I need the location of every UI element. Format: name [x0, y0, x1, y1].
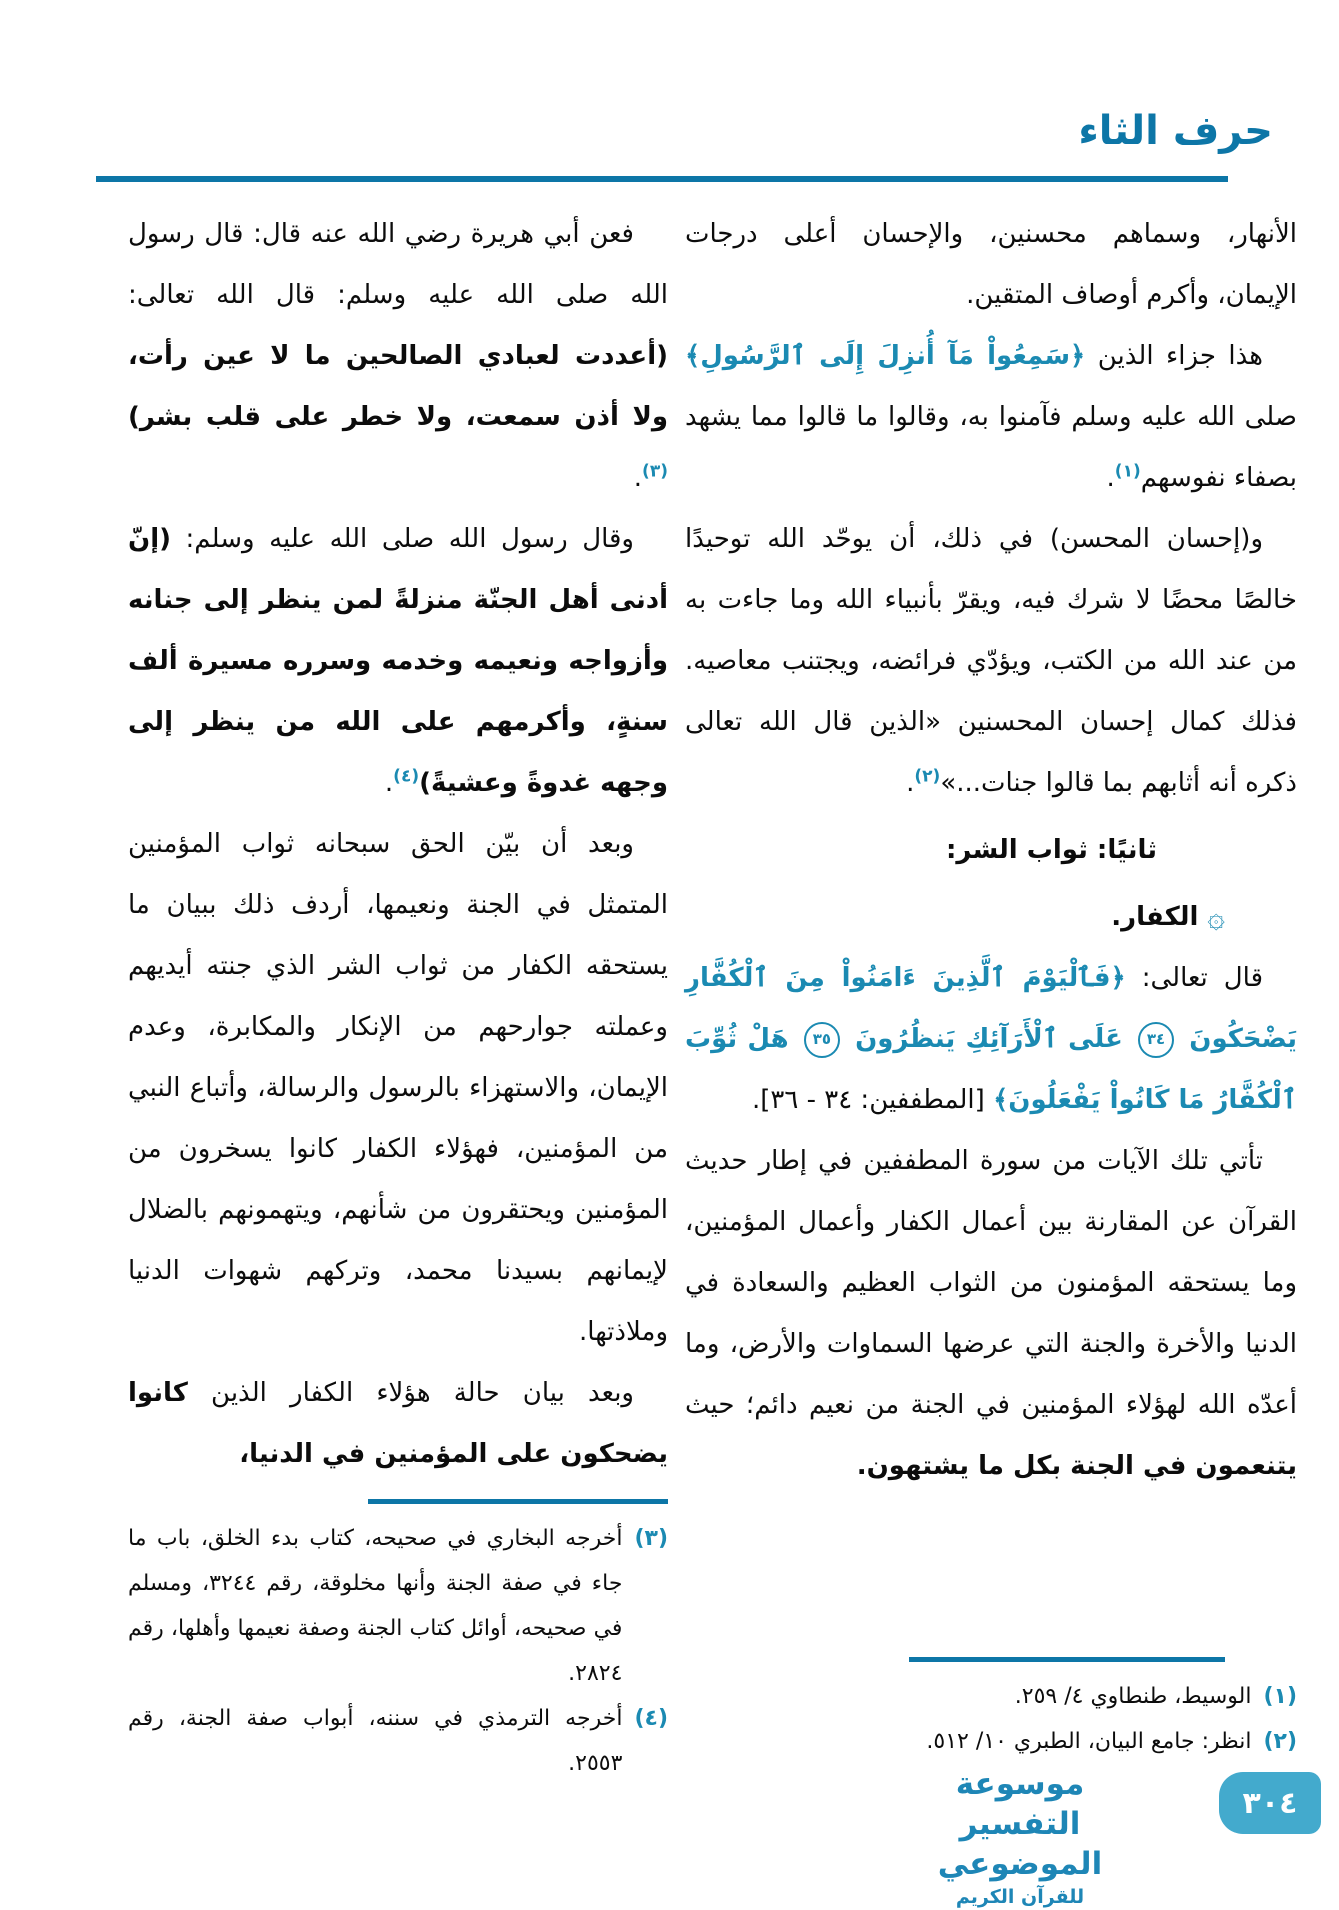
logo-subtitle: للقرآن الكريم	[955, 1886, 1085, 1908]
footnote-list	[685, 1674, 1297, 1764]
right-column-body	[685, 204, 1297, 1497]
footnote-text: انظر: جامع البيان، الطبري ١٠/ ٥١٢.	[926, 1729, 1252, 1754]
paragraph	[685, 326, 1297, 509]
section-heading	[685, 820, 1297, 881]
header-rule	[96, 176, 1228, 182]
body-text: قال تعالى:	[1125, 963, 1264, 993]
footnote-marker: (٢)	[1263, 1729, 1297, 1754]
left-column	[128, 204, 668, 1786]
paragraph	[128, 1363, 668, 1485]
footnote-text: أخرجه الترمذي في سننه، أبواب صفة الجنة، رقم ٢٥٥٣.	[128, 1706, 623, 1776]
body-text: .	[906, 768, 915, 798]
footnote-marker: (١)	[1263, 1684, 1297, 1709]
left-column-body	[128, 204, 668, 1485]
ayah-number-medallion: ٣٥	[804, 1022, 840, 1058]
publisher-logo	[890, 1764, 1150, 1910]
body-text: .	[384, 768, 394, 798]
bold-text: كانوا يضحكون على المؤمنين في الدنيا،	[128, 1378, 668, 1469]
footnote-item	[685, 1674, 1297, 1719]
footnote-list	[128, 1516, 668, 1786]
paragraph	[128, 204, 668, 509]
body-text: .	[1106, 463, 1115, 493]
ayah-number-medallion: ٣٤	[1138, 1022, 1174, 1058]
footnote-separator	[368, 1499, 668, 1504]
chapter-header: حرف الثاء	[1078, 108, 1273, 154]
paragraph	[128, 814, 668, 1363]
body-text: الأنهار، وسماهم محسنين، والإحسان أعلى درجات الإيمان، وأكرم أوصاف المتقين.	[685, 219, 1297, 310]
right-column	[685, 204, 1297, 1764]
paragraph	[685, 204, 1297, 326]
body-text: تأتي تلك الآيات من سورة المطففين في إطار حديث القرآن عن المقارنة بين أعمال الكفار وأعمال المؤمنين، وما يستحقه المؤمنون من الثواب العظيم والسعادة في الدنيا والأخرة والجنة التي عرضها السماوات والأرض، وما أعدّه الله لهؤلاء المؤمنين في الجنة من نعيم دائم؛ حيث	[685, 1146, 1297, 1420]
body-text: .	[633, 463, 643, 493]
footnote-separator	[909, 1657, 1225, 1662]
paragraph	[685, 887, 1297, 948]
body-text: وقال رسول الله صلى الله عليه وسلم:	[171, 524, 634, 554]
body-text: صلى الله عليه وسلم فآمنوا به، وقالوا ما قالوا مما يشهد بصفاء نفوسهم	[685, 402, 1297, 493]
footnote-ref: (١)	[1114, 461, 1141, 482]
bold-text: (إنّ أدنى أهل الجنّة منزلةً لمن ينظر إلى جنانه وأزواجه ونعيمه وخدمه وسرره مسيرة ألف سنةٍ، وأكرمهم على الله من ينظر إلى وجهه غدوةً وعشيةً)	[128, 524, 668, 798]
quran-verse: ﴿فَٱلْيَوْمَ ٱلَّذِينَ ءَامَنُواْ مِنَ ٱلْكُفَّارِ يَضْحَكُونَ	[685, 963, 1298, 1054]
paragraph	[685, 948, 1297, 1131]
paragraph	[685, 509, 1297, 814]
quran-verse: ﴿سَمِعُواْ مَآ أُنزِلَ إِلَى ٱلرَّسُولِ﴾	[685, 341, 1086, 371]
footnote-ref: (٣)	[642, 461, 668, 482]
body-text: وبعد أن بيّن الحق سبحانه ثواب المؤمنين المتمثل في الجنة ونعيمها، أردف ذلك ببيان ما يستحقه الكفار من ثواب الشر الذي جنته أيديهم وعملته جوارحهم من الإنكار والمكابرة، وعدم الإيمان، والاستهزاء بالرسول والرسالة، وأتباع النبي من المؤمنين، فهؤلاء الكفار كانوا يسخرون من المؤمنين ويحتقرون من شأنهم، ويتهمونهم بالضلال لإيمانهم بسيدنا محمد، وتركهم شهوات الدنيا وملاذتها.	[128, 829, 668, 1347]
bold-text: (أعددت لعبادي الصالحين ما لا عين رأت، ولا أذن سمعت، ولا خطر على قلب بشر)	[128, 341, 668, 432]
bold-text: يتنعمون في الجنة بكل ما يشتهون.	[856, 1451, 1297, 1481]
footnote-text: أخرجه البخاري في صحيحه، كتاب بدء الخلق، باب ما جاء في صفة الجنة وأنها مخلوقة، رقم ٣٢٤٤، ومسلم في صحيحه، أوائل كتاب الجنة وصفة نعيمها وأهلها، رقم ٢٨٢٤.	[128, 1526, 623, 1686]
rosette-icon: ۞	[1207, 900, 1225, 935]
body-text: و(إحسان المحسن) في ذلك، أن يوحّد الله توحيدًا خالصًا محضًا لا شرك فيه، ويقرّ بأنبياء الله وما جاءت به من عند الله من الكتب، ويؤدّي فرائضه، ويجتنب معاصيه. فذلك كمال إحسان المحسنين «الذين قال الله تعالى ذكره أنه أثابهم بما قالوا جنات...»	[685, 524, 1297, 798]
quran-verse: هَلْ ثُوِّبَ ٱلْكُفَّارُ مَا كَانُواْ يَفْعَلُونَ﴾	[685, 1024, 1297, 1115]
footnote-item	[685, 1719, 1297, 1764]
footnote-item	[128, 1516, 668, 1696]
page-number-badge: ٣٠٤	[1219, 1772, 1321, 1834]
footnote-text: الوسيط، طنطاوي ٤/ ٢٥٩.	[1014, 1684, 1252, 1709]
bold-text: الكفار.	[1111, 902, 1208, 932]
footnote-marker: (٤)	[634, 1706, 668, 1731]
right-footnotes	[685, 1657, 1297, 1764]
body-text: هذا جزاء الذين	[1085, 341, 1263, 371]
footnote-marker: (٣)	[634, 1526, 668, 1551]
logo-title: موسوعة التفسير الموضوعي	[937, 1766, 1103, 1882]
body-text: وبعد بيان حالة هؤلاء الكفار الذين	[187, 1378, 634, 1408]
body-text: [المطففين: ٣٤ - ٣٦].	[751, 1085, 994, 1115]
footnote-ref: (٢)	[914, 766, 941, 787]
left-footnotes	[128, 1499, 668, 1786]
footnote-ref: (٤)	[393, 766, 420, 787]
paragraph	[128, 509, 668, 814]
paragraph	[685, 1131, 1297, 1497]
quran-verse: عَلَى ٱلْأَرَآئِكِ يَنظُرُونَ	[844, 1024, 1134, 1054]
footnote-item	[128, 1696, 668, 1786]
bold-text: ثانيًا: ثواب الشر:	[946, 835, 1157, 865]
body-text: فعن أبي هريرة رضي الله عنه قال: قال رسول الله صلى الله عليه وسلم: قال الله تعالى:	[128, 219, 668, 310]
